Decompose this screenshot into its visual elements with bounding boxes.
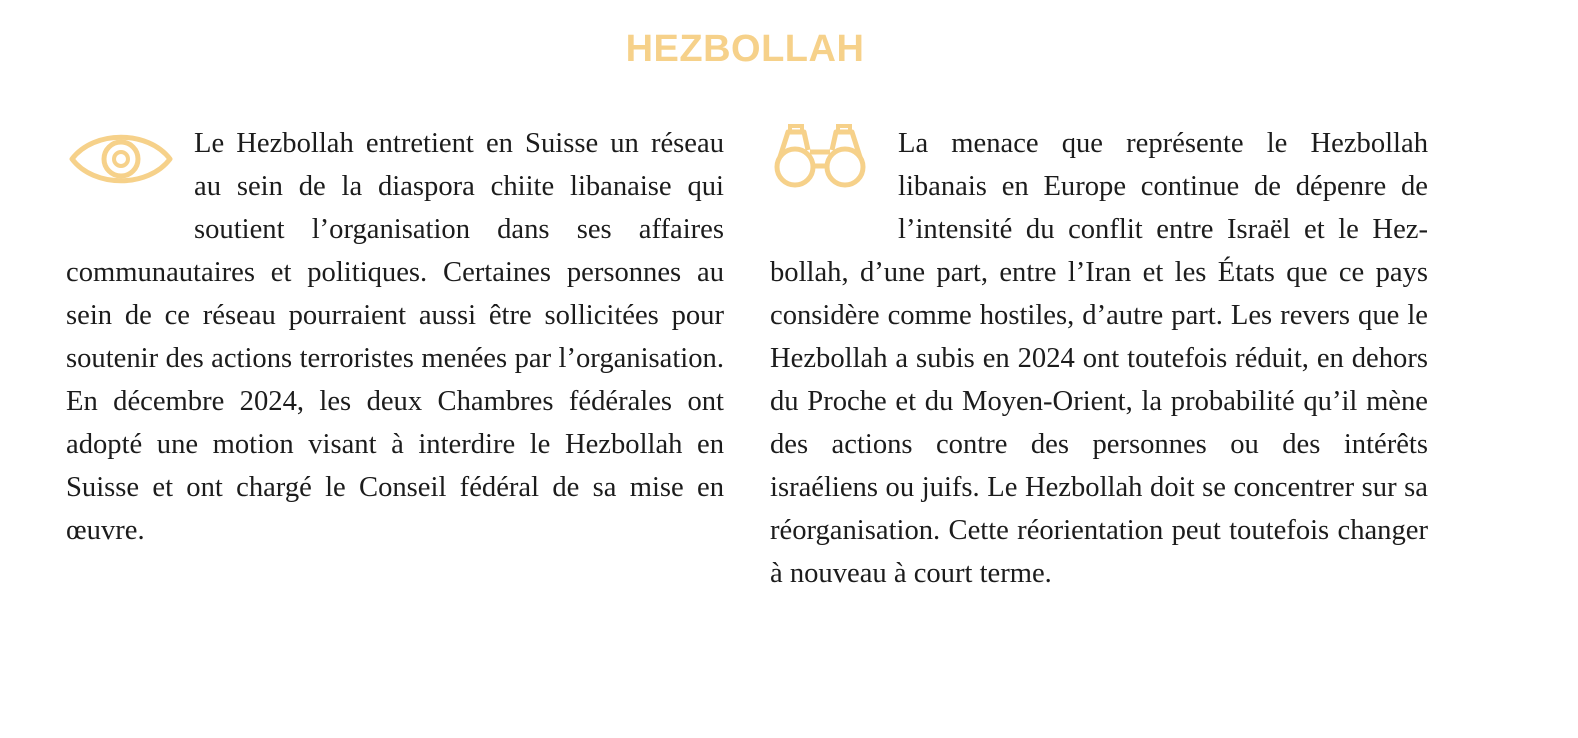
eye-icon: [66, 124, 194, 210]
left-paragraph: Le Hezbollah entretient en Suisse un réseau au sein de la diaspora chiite libanaise qui soutient l’organisation dans ses affaires communautaires et politiques. Certaines personnes au sein de ce réseau pourraient aussi être sollicitées pour soutenir des actions terroristes menées par l’organisation. En décembre 2024, les deux Chambres fédérales ont adopté une motion visant à interdire le Hezbollah en Suisse et ont chargé le Conseil fédéral de sa mise en œuvre.: [66, 128, 724, 546]
binoculars-icon: [770, 124, 898, 210]
section-title: HEZBOLLAH: [625, 28, 865, 70]
right-column: [770, 122, 1428, 595]
left-column: [66, 122, 724, 552]
right-paragraph: La menace que représente le Hezbollah libanais en Europe continue de dépenre de l’intensité du conflit entre Israël et le Hezbollah, d’une part, entre l’Iran et les États que ce pays considère comme hostiles, d’autre part. Les revers que le Hezbollah a subis en 2024 ont toutefois réduit, en dehors du Proche et du Moyen-Orient, la probabilité qu’il mène des actions contre des personnes ou des intérêts israéliens ou juifs. Le Hezbollah doit se concentrer sur sa réorganisation. Cette réorientation peut toutefois changer à nouveau à court terme.: [770, 128, 1428, 589]
